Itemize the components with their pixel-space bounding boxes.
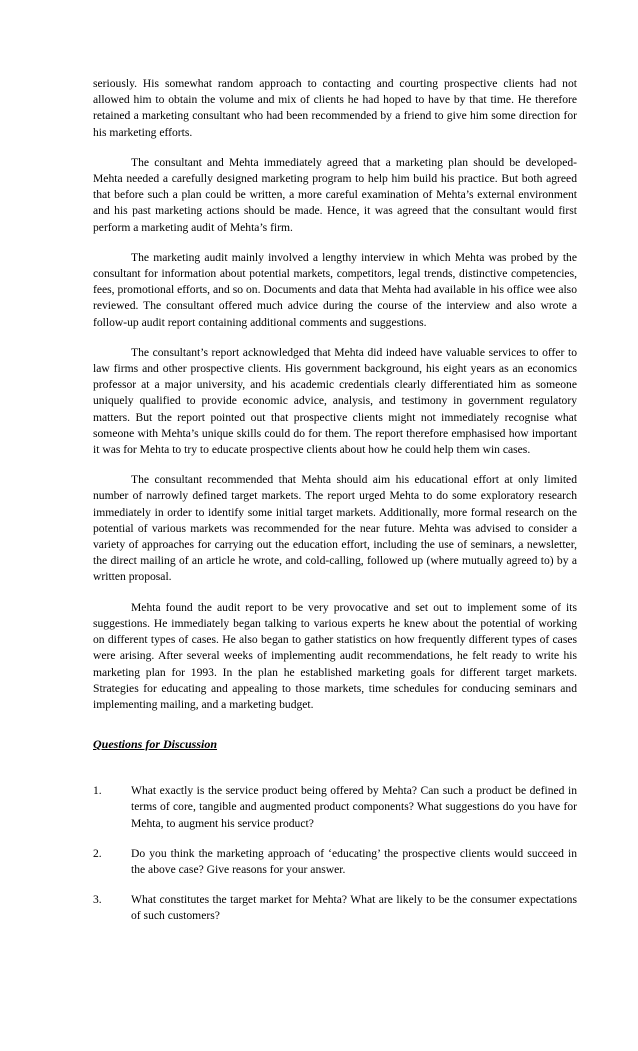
question-number: 3. <box>93 893 102 907</box>
question-text: What constitutes the target market for Mehta? What are likely to be the consumer expectations of such customers? <box>131 893 577 923</box>
question-item <box>93 892 577 924</box>
paragraph-6: Mehta found the audit report to be very provocative and set out to implement some of its suggestions. He immediately began talking to various experts he knew about the potential of working on different types of cases. He also began to gather statistics on how frequently different types of cases were arising. After several weeks of implementing audit recommendations, he felt ready to write his marketing plan for 1993. In the plan he established marketing goals for different target markets. Strategies for educating and appealing to those markets, time schedules for conducing seminars and implementing mailing, and a marketing budget. <box>93 600 577 711</box>
paragraph-3: The marketing audit mainly involved a lengthy interview in which Mehta was probed by the consultant for information about potential markets, competitors, legal trends, distinctive competencies, fees, promotional efforts, and so on. Documents and data that Mehta had available in his office wee also reviewed. The consultant offered much advice during the course of the interview and also wrote a follow-up audit report containing additional comments and suggestions. <box>93 250 577 329</box>
questions-list <box>93 783 577 924</box>
question-number: 1. <box>93 784 102 798</box>
paragraph-2: The consultant and Mehta immediately agreed that a marketing plan should be developed-Mehta needed a carefully designed marketing program to help him build his practice. But both agreed that before such a plan could be written, a more careful examination of Mehta’s external environment and his past marketing actions should be made. Hence, it was agreed that the consultant would first perform a marketing audit of Mehta’s firm. <box>93 155 577 234</box>
document-page <box>93 76 577 939</box>
question-item <box>93 846 577 878</box>
paragraph-5: The consultant recommended that Mehta should aim his educational effort at only limited number of narrowly defined target markets. The report urged Mehta to do some exploratory research immediately in order to identify some initial target markets. Additionally, more formal research on the potential of various markets was recommended for the near future. Mehta was advised to consider a variety of approaches for carrying out the education effort, including the use of seminars, a newsletter, the direct mailing of an article he wrote, and cold-calling, followed up (where mutually agreed to) by a written proposal. <box>93 473 577 584</box>
question-item <box>93 783 577 832</box>
questions-heading: Questions for Discussion <box>93 737 218 752</box>
paragraph-4: The consultant’s report acknowledged that Mehta did indeed have valuable services to offer to law firms and other prospective clients. His government background, his eight years as an economics professor at a major university, and his academic credentials clearly differentiated him as someone uniquely qualified to provide economic advice, analysis, and testimony in government regulatory matters. But the report pointed out that prospective clients might not immediately recognise what someone with Mehta’s unique skills could do for them. The report therefore emphasised how important it was for Mehta to try to educate prospective clients about how he could help them win cases. <box>93 345 577 457</box>
question-text: What exactly is the service product being offered by Mehta? Can such a product be defined in terms of core, tangible and augmented product components? What suggestions do you have for Mehta, to augment his service product? <box>131 784 577 830</box>
paragraph-1: seriously. His somewhat random approach to contacting and courting prospective clients had not allowed him to obtain the volume and mix of clients he had hoped to have by that time. He therefore retained a marketing consultant who had been recommended by a friend to give him some direction for his marketing efforts. <box>93 77 577 139</box>
question-number: 2. <box>93 846 102 860</box>
question-text: Do you think the marketing approach of ‘educating’ the prospective clients would succeed in the above case? Give reasons for your answer. <box>131 846 577 876</box>
